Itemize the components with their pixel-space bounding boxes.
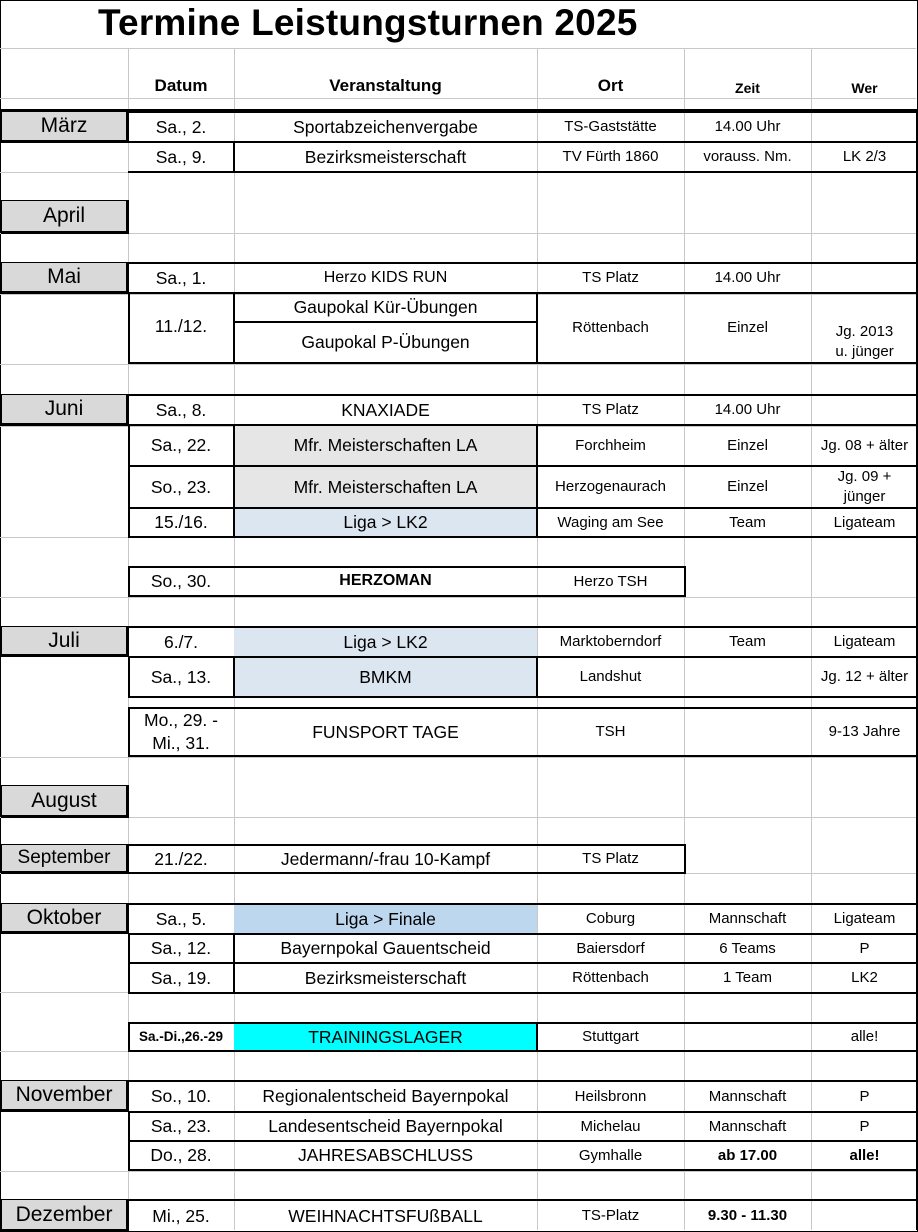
grid-line	[0, 817, 916, 818]
rule	[128, 872, 685, 874]
time-cell: Einzel	[727, 478, 768, 496]
who-cell: Jg. 12 + älter	[820, 668, 909, 686]
time-cell: Mannschaft	[708, 1087, 787, 1105]
event-cell: WEIHNACHTSFUßBALL	[288, 1205, 483, 1226]
rule	[684, 566, 686, 597]
location-cell: Stuttgart	[582, 1028, 639, 1046]
location-cell: Heilsbronn	[574, 1087, 647, 1105]
who-cell: Jg. 09 +	[837, 468, 892, 486]
date-cell: 15./16.	[154, 512, 208, 533]
header-wer: Wer	[851, 80, 878, 96]
location-cell: Röttenbach	[572, 969, 649, 987]
event-cell: Sportabzeichenvergabe	[293, 116, 478, 137]
time-cell: Mannschaft	[708, 1117, 787, 1135]
who-cell: Ligateam	[833, 513, 896, 531]
date-cell: Sa., 13.	[150, 666, 212, 687]
month-juli: Juli	[1, 626, 129, 657]
date-cell: Sa., 12.	[150, 938, 212, 959]
date-cell: Sa., 8.	[155, 399, 207, 420]
event-cell: Bezirksmeisterschaft	[304, 146, 467, 167]
who-cell	[811, 396, 918, 424]
event-cell: BMKM	[359, 666, 412, 687]
rule	[128, 696, 918, 698]
time-cell: Einzel	[727, 436, 768, 454]
event-cell: Mfr. Meisterschaften LA	[293, 435, 478, 456]
grid-line	[0, 233, 916, 234]
date-cell: Mo., 29. -	[144, 710, 218, 731]
who-cell: Jg. 08 + älter	[820, 436, 909, 454]
who-cell	[811, 1201, 918, 1231]
date-cell: Sa., 1.	[155, 267, 207, 288]
who-cell: Ligateam	[833, 633, 896, 651]
header-ort: Ort	[597, 76, 624, 95]
location-cell: TS-Platz	[581, 1207, 640, 1225]
time-cell: 1 Team	[723, 969, 772, 987]
rule	[128, 992, 918, 994]
event-cell: JAHRESABSCHLUSS	[297, 1145, 474, 1166]
event-cell: Jedermann/-frau 10-Kampf	[280, 848, 491, 869]
date-cell: 6./7.	[163, 631, 199, 652]
rule	[128, 595, 685, 597]
location-cell: Michelau	[580, 1117, 641, 1135]
location-cell: Herzo TSH	[573, 572, 648, 590]
who-cell	[811, 113, 918, 141]
event-cell: Liga > LK2	[343, 512, 428, 533]
event-cell: FUNSPORT TAGE	[312, 721, 459, 742]
date-cell: 21./22.	[154, 848, 208, 869]
month-september: September	[1, 844, 129, 874]
grid-line	[0, 597, 916, 598]
who-cell	[811, 264, 918, 292]
event-cell: Liga > Finale	[335, 908, 436, 929]
event-cell: Bayernpokal Gauentscheid	[280, 938, 491, 959]
rule	[128, 171, 918, 173]
date-cell: So., 10.	[150, 1086, 212, 1107]
header-zeit: Zeit	[735, 80, 760, 96]
rule	[684, 844, 686, 874]
location-cell: Coburg	[585, 910, 636, 928]
rule	[128, 1050, 918, 1052]
rule	[128, 1169, 918, 1171]
date-cell: Sa.-Di.,26.-29	[138, 1029, 224, 1045]
date-cell: Sa., 22.	[150, 435, 212, 456]
date-cell: Sa., 5.	[155, 908, 207, 929]
time-cell: Mannschaft	[708, 910, 787, 928]
who-cell: LK 2/3	[842, 148, 887, 166]
location-cell: Forchheim	[575, 436, 646, 454]
event-cell: Landesentscheid Bayernpokal	[268, 1116, 503, 1137]
event-cell: Regionalentscheid Bayernpokal	[262, 1086, 509, 1107]
month-maerz: März	[1, 111, 129, 143]
time-cell: Einzel	[727, 319, 768, 337]
location-cell: TS-Gaststätte	[564, 118, 657, 136]
date-cell: Mi., 31.	[152, 733, 210, 754]
time-cell: Team	[729, 633, 766, 651]
event-cell: Bezirksmeisterschaft	[304, 967, 467, 988]
rule	[128, 536, 918, 538]
who-cell: u. jünger	[835, 343, 894, 361]
date-cell: Do., 28.	[150, 1145, 212, 1166]
rule	[128, 755, 918, 757]
page-title: Termine Leistungsturnen 2025	[98, 2, 638, 43]
month-august: August	[1, 785, 129, 818]
location-cell: Landshut	[579, 668, 642, 686]
who-cell: P	[859, 1117, 870, 1135]
header-datum: Datum	[154, 76, 208, 95]
date-cell: Sa., 19.	[150, 967, 212, 988]
date-cell: So., 23.	[150, 476, 212, 497]
location-cell: TSH	[595, 723, 626, 741]
who-cell: 9-13 Jahre	[828, 723, 901, 741]
location-cell: TV Fürth 1860	[562, 148, 659, 166]
location-cell: Waging am See	[557, 513, 664, 531]
time-cell: 14.00 Uhr	[714, 269, 781, 287]
grid-line	[0, 364, 916, 365]
date-cell: Sa., 23.	[150, 1116, 212, 1137]
time-cell: ab 17.00	[717, 1146, 778, 1164]
month-november: November	[1, 1080, 129, 1112]
who-cell: P	[859, 1087, 870, 1105]
date-cell: So., 30.	[150, 571, 212, 592]
location-cell: Baiersdorf	[576, 939, 645, 957]
event-cell: TRAININGSLAGER	[308, 1026, 463, 1047]
grid-line	[0, 98, 916, 99]
location-cell: Röttenbach	[572, 319, 649, 337]
who-cell: alle!	[850, 1028, 879, 1046]
grid-line	[0, 1171, 916, 1172]
event-cell: Mfr. Meisterschaften LA	[293, 476, 478, 497]
location-cell: Herzogenaurach	[555, 478, 666, 496]
event-cell: Liga > LK2	[343, 631, 428, 652]
date-cell: 11./12.	[154, 316, 208, 336]
month-april: April	[1, 200, 129, 234]
event-cell: KNAXIADE	[341, 399, 430, 420]
who-cell: alle!	[849, 1146, 880, 1164]
month-oktober: Oktober	[1, 903, 129, 934]
month-mai: Mai	[1, 262, 129, 294]
location-cell: Gymhalle	[578, 1146, 643, 1164]
date-cell: Mi., 25.	[152, 1205, 210, 1226]
event-cell: Herzo KIDS RUN	[323, 268, 448, 286]
who-cell: jünger	[843, 488, 886, 506]
time-cell: 14.00 Uhr	[714, 118, 781, 136]
event-cell: HERZOMAN	[339, 572, 432, 590]
location-cell: Marktoberndorf	[559, 633, 662, 651]
location-cell: TS Platz	[582, 401, 639, 419]
rule	[128, 362, 918, 364]
grid-line	[0, 757, 916, 758]
event-cell: Gaupokal Kür-Übungen	[293, 297, 478, 318]
location-cell: TS Platz	[582, 850, 639, 868]
who-cell: Ligateam	[833, 910, 896, 928]
who-cell: Jg. 2013	[835, 323, 894, 341]
time-cell: Team	[729, 513, 766, 531]
date-cell: Sa., 2.	[155, 116, 207, 137]
grid-line	[0, 48, 916, 49]
month-dezember: Dezember	[1, 1199, 129, 1232]
date-cell: Sa., 9.	[155, 146, 207, 167]
event-cell: Gaupokal P-Übungen	[301, 332, 470, 353]
who-cell: P	[859, 939, 870, 957]
time-cell: 14.00 Uhr	[714, 401, 781, 419]
location-cell: TS Platz	[582, 269, 639, 287]
who-cell: LK2	[851, 969, 878, 987]
time-cell: 6 Teams	[719, 939, 776, 957]
month-juni: Juni	[1, 394, 129, 426]
header-veranstaltung: Veranstaltung	[329, 76, 442, 95]
time-cell: vorauss. Nm.	[703, 148, 792, 166]
time-cell: 9.30 - 11.30	[707, 1207, 788, 1225]
